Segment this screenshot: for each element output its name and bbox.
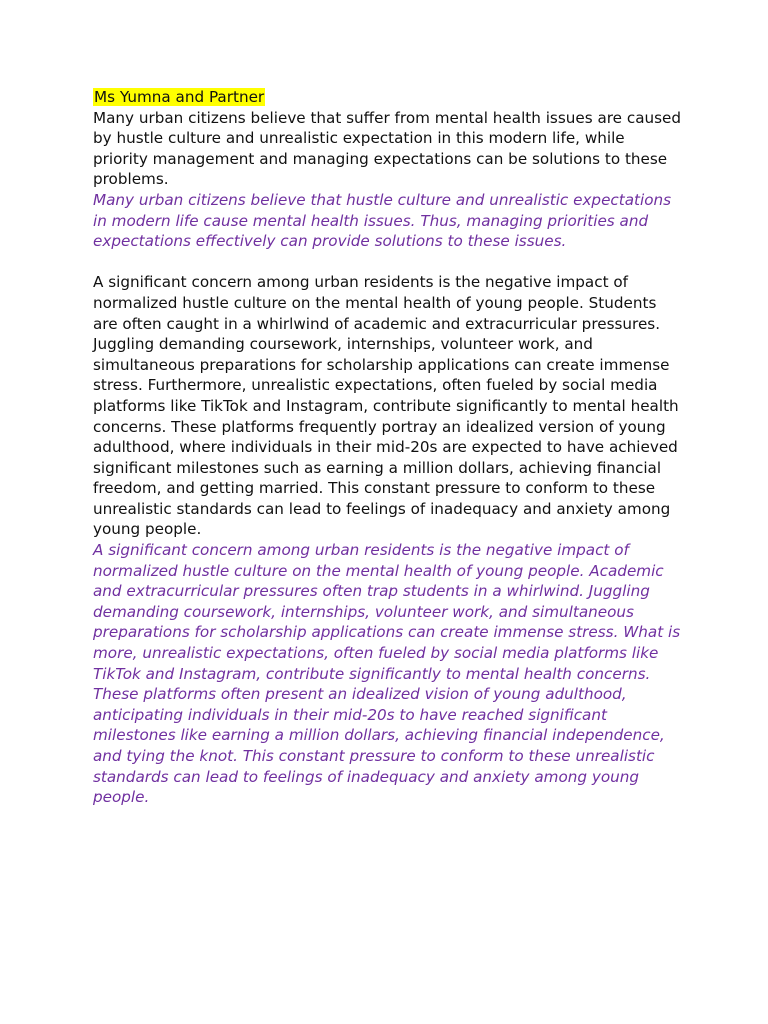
paragraph-gap [93,252,683,273]
document-page [93,87,683,808]
original-paragraph-2: A significant concern among urban residents is the negative impact of normalized hustle culture on the mental health of young people. Students are often caught in a whirlwind of academic and extracurricular pressures. Juggling demanding coursework, internships, volunteer work, and simultaneous preparations for scholarship applications can create immense stress. Furthermore, unrealistic expectations, often fueled by social media platforms like TikTok and Instagram, contribute significantly to mental health concerns. These platforms frequently portray an idealized version of young adulthood, where individuals in their mid-20s are expected to have achieved significant milestones such as earning a million dollars, achieving financial freedom, and getting married. This constant pressure to conform to these unrealistic standards can lead to feelings of inadequacy and anxiety among young people. [93,273,679,539]
revised-paragraph-2: A significant concern among urban residents is the negative impact of normalized hustle culture on the mental health of young people. Academic and extracurricular pressures often trap students in a whirlwind. Juggling demanding coursework, internships, volunteer work, and simultaneous preparations for scholarship applications can create immense stress. What is more, unrealistic expectations, often fueled by social media platforms like TikTok and Instagram, contribute significantly to mental health concerns. These platforms often present an idealized vision of young adulthood, anticipating individuals in their mid-20s to have reached significant milestones like earning a million dollars, achieving financial independence, and tying the knot. This constant pressure to conform to these unrealistic standards can lead to feelings of inadequacy and anxiety among young people. [93,541,681,807]
original-paragraph-1: Many urban citizens believe that suffer from mental health issues are caused by hustle culture and unrealistic expectation in this modern life, while priority management and managing expectations can be solutions to these problems. [93,108,682,189]
document-title-line [93,87,683,108]
document-title: Ms Yumna and Partner [94,88,265,106]
revised-paragraph-1: Many urban citizens believe that hustle culture and unrealistic expectations in modern life cause mental health issues. Thus, managing priorities and expectations effectively can provide solutions to these issues. [93,190,672,251]
